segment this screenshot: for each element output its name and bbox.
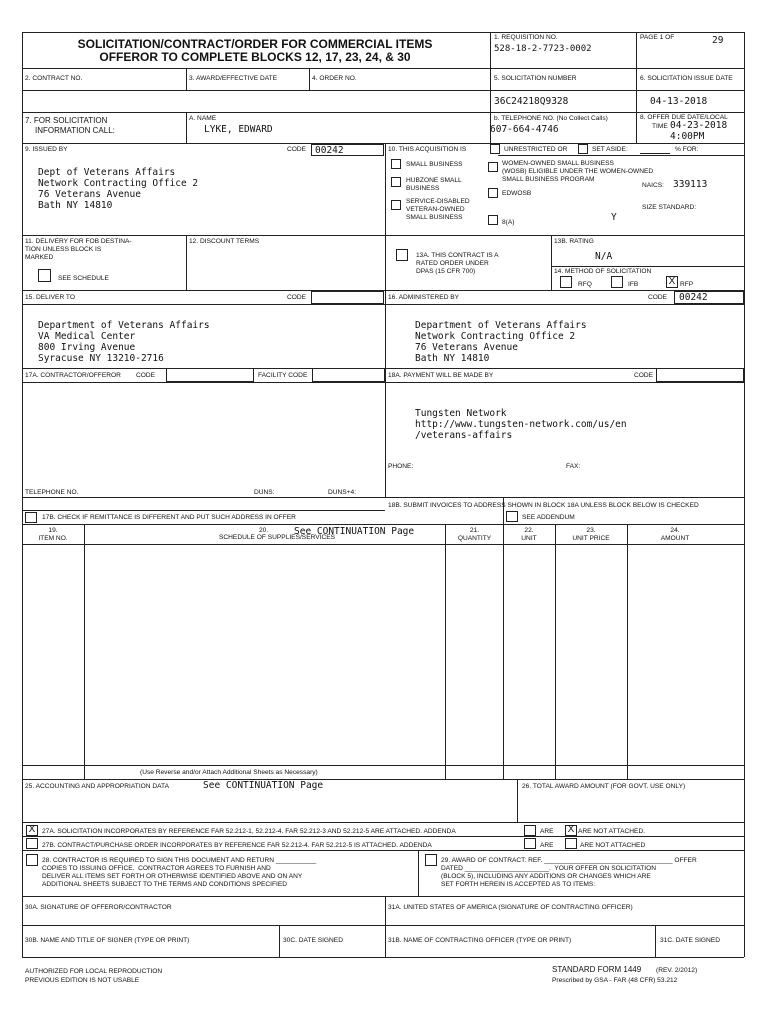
- form-title-line2: OFFEROR TO COMPLETE BLOCKS 12, 17, 23, 24, & 30: [99, 50, 411, 64]
- rfp-checkbox[interactable]: X: [666, 276, 678, 288]
- rating-label: 13B. RATING: [554, 238, 594, 245]
- order-no-label: 4. ORDER NO.: [312, 75, 357, 82]
- sdvosb-checkbox[interactable]: [391, 200, 401, 210]
- eight-a-checkbox[interactable]: [488, 215, 498, 225]
- page-total: 29: [712, 35, 724, 46]
- ifb-checkbox[interactable]: [611, 276, 623, 288]
- award-date-label: 3. AWARD/EFFECTIVE DATE: [189, 75, 278, 82]
- reverse-note: (Use Reverse and/or Attach Additional Sheets as Necessary): [140, 769, 318, 776]
- remittance-checkbox[interactable]: [25, 512, 37, 523]
- duns-label: DUNS:: [254, 489, 275, 496]
- naics-value[interactable]: 339113: [673, 179, 708, 190]
- rfq-label: RFQ: [578, 281, 592, 288]
- signer-name-label: 30B. NAME AND TITLE OF SIGNER (TYPE OR PRINT): [25, 937, 190, 944]
- col-amount: 24. AMOUNT: [660, 527, 690, 542]
- far-27a-checkbox[interactable]: X: [26, 825, 38, 836]
- admin-code-value: 00242: [679, 292, 708, 303]
- info-call-line2: INFORMATION CALL:: [35, 126, 115, 135]
- footer-previous-edition: PREVIOUS EDITION IS NOT USABLE: [25, 977, 140, 984]
- deliver-code-field[interactable]: [311, 291, 384, 304]
- sdvosb-label: SERVICE-DISABLED VETERAN-OWNED SMALL BUSINESS: [406, 198, 470, 221]
- payment-code-label: CODE: [634, 372, 654, 379]
- deliver-to-label: 15. DELIVER TO: [25, 294, 75, 301]
- telephone-label: TELEPHONE NO.: [25, 489, 79, 496]
- co-signature-label: 31A. UNITED STATES OF AMERICA (SIGNATURE OF CONTRACTING OFFICER): [388, 904, 633, 911]
- name-label: A. NAME: [189, 115, 217, 122]
- invoice-label: 18B. SUBMIT INVOICES TO ADDRESS SHOWN IN BLOCK 18A UNLESS BLOCK BELOW IS CHECKED: [388, 502, 699, 509]
- method-label: 14. METHOD OF SOLICITATION: [554, 268, 652, 275]
- facility-code-field[interactable]: [312, 368, 385, 382]
- form-title-line1: SOLICITATION/CONTRACT/ORDER FOR COMMERCIAL ITEMS: [77, 37, 433, 51]
- far-27b-checkbox[interactable]: [26, 838, 38, 849]
- fob-destination-label: 11. DELIVERY FOR FOB DESTINA- TION UNLESS BLOCK IS MARKED: [25, 238, 132, 261]
- co-name-label: 31B. NAME OF CONTRACTING OFFICER (TYPE OR PRINT): [388, 937, 572, 944]
- contractor-code-field[interactable]: [166, 368, 254, 382]
- remittance-label: 17B. CHECK IF REMITTANCE IS DIFFERENT AND PUT SUCH ADDRESS IN OFFER: [42, 514, 296, 521]
- 27a-are-not-label: ARE NOT ATTACHED.: [578, 828, 646, 835]
- footer-authorized: AUTHORIZED FOR LOCAL REPRODUCTION: [25, 968, 163, 975]
- facility-code-label: FACILITY CODE: [258, 372, 308, 379]
- issue-date-label: 6. SOLICITATION ISSUE DATE: [640, 75, 733, 82]
- duns4-label: DUNS+4:: [328, 489, 357, 496]
- see-schedule-label: SEE SCHEDULE: [58, 275, 109, 282]
- rated-order-checkbox[interactable]: [396, 249, 408, 261]
- y-mark: Y: [611, 212, 617, 223]
- block-29-text: 29. AWARD OF CONTRACT: REF. ___________________________________ OFFER DATED _______________________. YOUR OFFER ON SOLICITATION (BLOCK 5), INCLUDING ANY ADDITIONS OR CHANGES WHICH ARE SET FORTH HEREIN IS ACCEPTED AS TO ITEMS:: [441, 857, 697, 888]
- rating-value[interactable]: N/A: [595, 251, 613, 262]
- issued-by-code-label: CODE: [287, 146, 307, 153]
- co-date-label: 31C. DATE SIGNED: [660, 937, 720, 944]
- ifb-label: IFB: [628, 281, 639, 288]
- info-call-label: [25, 116, 115, 136]
- 27b-are-checkbox[interactable]: [524, 838, 536, 849]
- set-aside-label: SET ASIDE:: [592, 146, 628, 153]
- col-schedule-num: 20.: [259, 527, 269, 534]
- issued-by-label: 9. ISSUED BY: [25, 146, 68, 153]
- deliver-code-label: CODE: [287, 294, 307, 301]
- admin-code-label: CODE: [648, 294, 668, 301]
- payment-address: Tungsten Network http://www.tungsten-network.com/us/en /veterans-affairs: [415, 408, 627, 441]
- issued-by-code-field[interactable]: [311, 144, 384, 156]
- solicitation-no-label: 5. SOLICITATION NUMBER: [494, 75, 577, 82]
- acquisition-label: 10. THIS ACQUISITION IS: [388, 146, 467, 153]
- 27a-are-checkbox[interactable]: [524, 825, 536, 836]
- see-addendum-checkbox[interactable]: [506, 511, 518, 522]
- info-call-line1: 7. FOR SOLICITATION: [25, 116, 108, 125]
- set-aside-checkbox[interactable]: [578, 144, 588, 154]
- footer-prescribed: Prescribed by GSA - FAR (48 CFR) 53.212: [552, 977, 678, 984]
- small-business-label: SMALL BUSINESS: [406, 161, 463, 168]
- rated-order-label: 13A. THIS CONTRACT IS A RATED ORDER UNDER DPAS (15 CFR 700): [416, 252, 499, 275]
- wosb-checkbox[interactable]: [488, 162, 498, 172]
- contact-name-value[interactable]: LYKE, EDWARD: [204, 124, 273, 135]
- see-addendum-label: SEE ADDENDUM: [522, 514, 575, 521]
- discount-terms-label: 12. DISCOUNT TERMS: [189, 238, 260, 245]
- contract-no-label: 2. CONTRACT NO.: [25, 75, 83, 82]
- col-unit-price: 23. UNIT PRICE: [572, 527, 610, 542]
- eight-a-label: 8(A): [502, 219, 515, 226]
- issued-by-address: Dept of Veterans Affairs Network Contracting Office 2 76 Veterans Avenue Bath NY 14810: [38, 167, 199, 211]
- block-28-checkbox[interactable]: [26, 854, 38, 866]
- schedule-continuation: See CONTINUATION Page: [294, 526, 415, 537]
- see-schedule-checkbox[interactable]: [38, 269, 51, 282]
- block-28-text: 28. CONTRACTOR IS REQUIRED TO SIGN THIS DOCUMENT AND RETURN ___________ COPIES TO ISSUING OFFICE. CONTRACTOR AGREES TO FURNISH AND DELIVER ALL ITEMS SET FORTH OR OTHERWISE IDENTIFIED ABOVE AND ON ANY ADDITIONAL SHEETS SUBJECT TO THE TERMS AND CONDITIONS SPECIFIED: [42, 857, 317, 888]
- accounting-value[interactable]: See CONTINUATION Page: [203, 780, 324, 791]
- admin-code-field[interactable]: [674, 291, 744, 304]
- footer-form-name: STANDARD FORM 1449: [552, 965, 642, 974]
- rfp-label: RFP: [680, 281, 694, 288]
- 27b-are-not-label: ARE NOT ATTACHED: [580, 842, 646, 849]
- size-standard-label: SIZE STANDARD:: [642, 204, 697, 211]
- payment-code-field[interactable]: [656, 368, 744, 382]
- 27a-are-not-checkbox[interactable]: X: [565, 825, 577, 836]
- offer-due-date[interactable]: 04-23-2018: [670, 120, 728, 131]
- requisition-no-value[interactable]: 528-18-2-7723-0002: [494, 44, 592, 54]
- deliver-to-address: Department of Veterans Affairs VA Medical Center 800 Irving Avenue Syracuse NY 13210-2716: [38, 320, 210, 364]
- total-award-label: 26. TOTAL AWARD AMOUNT (FOR GOVT. USE ONLY): [522, 783, 686, 790]
- page-label: PAGE 1 OF: [640, 34, 675, 41]
- offer-due-time-label: TIME: [652, 123, 668, 130]
- issue-date-value[interactable]: 04-13-2018: [650, 96, 708, 107]
- col-item-no: 19. ITEM NO.: [38, 527, 68, 542]
- offeror-signature-label: 30A. SIGNATURE OF OFFEROR/CONTRACTOR: [25, 904, 172, 911]
- accounting-label: 25. ACCOUNTING AND APPROPRIATION DATA: [25, 783, 169, 790]
- col-schedule: SCHEDULE OF SUPPLIES/SERVICES: [219, 534, 336, 541]
- contractor-code-label: CODE: [136, 372, 156, 379]
- phone-value[interactable]: 607-664-4746: [490, 124, 559, 135]
- offer-due-label: 8. OFFER DUE DATE/LOCAL: [640, 114, 728, 121]
- 27b-are-label: ARE: [540, 842, 554, 849]
- hubzone-checkbox[interactable]: [391, 177, 401, 187]
- unrestricted-label: UNRESTRICTED OR: [504, 146, 568, 153]
- edwosb-checkbox[interactable]: [488, 188, 498, 198]
- contractor-label: 17A. CONTRACTOR/OFFEROR: [25, 372, 121, 379]
- solicitation-no-value[interactable]: 36C24218Q9328: [494, 96, 569, 107]
- col-unit: 22. UNIT: [521, 527, 537, 542]
- hubzone-label: HUBZONE SMALL BUSINESS: [406, 177, 462, 192]
- pct-for-label: % FOR:: [675, 146, 699, 153]
- signer-date-label: 30C. DATE SIGNED: [283, 937, 343, 944]
- phone-label: b. TELEPHONE NO. (No Collect Calls): [494, 115, 608, 122]
- far-27a-label: 27A. SOLICITATION INCORPORATES BY REFERENCE FAR 52.212-1, 52.212-4. FAR 52.212-3 AND 52.212-5 ARE ATTACHED. ADDENDA: [42, 828, 456, 835]
- fax-label: FAX:: [566, 463, 581, 470]
- administered-by-address: Department of Veterans Affairs Network Contracting Office 2 76 Veterans Avenue Bath NY 14810: [415, 320, 587, 364]
- naics-label: NAICS:: [642, 182, 664, 189]
- 27b-are-not-checkbox[interactable]: [565, 838, 577, 849]
- requisition-no-label: 1. REQUISITION NO.: [494, 34, 558, 41]
- wosb-label: WOMEN-OWNED SMALL BUSINESS (WOSB) ELIGIBLE UNDER THE WOMEN-OWNED SMALL BUSINESS PROGRAM: [502, 160, 654, 183]
- rfq-checkbox[interactable]: [560, 276, 572, 288]
- issued-by-code-value: 00242: [315, 145, 344, 156]
- payment-label: 18A. PAYMENT WILL BE MADE BY: [388, 372, 494, 379]
- administered-by-label: 16. ADMINISTERED BY: [388, 294, 460, 301]
- edwosb-label: EDWOSB: [502, 190, 532, 197]
- small-business-checkbox[interactable]: [391, 159, 401, 169]
- unrestricted-checkbox[interactable]: [490, 144, 500, 154]
- phone-18-label: PHONE:: [388, 463, 414, 470]
- far-27b-label: 27B. CONTRACT/PURCHASE ORDER INCORPORATES BY REFERENCE FAR 52.212-4. FAR 52.212-5 IS ATTACHED. ADDENDA: [42, 842, 432, 849]
- offer-due-time[interactable]: 4:00PM: [670, 131, 705, 142]
- block-29-checkbox[interactable]: [425, 854, 437, 866]
- 27a-are-label: ARE: [540, 828, 554, 835]
- col-quantity: 21. QUANTITY: [457, 527, 492, 542]
- footer-revision: (REV. 2/2012): [656, 967, 698, 974]
